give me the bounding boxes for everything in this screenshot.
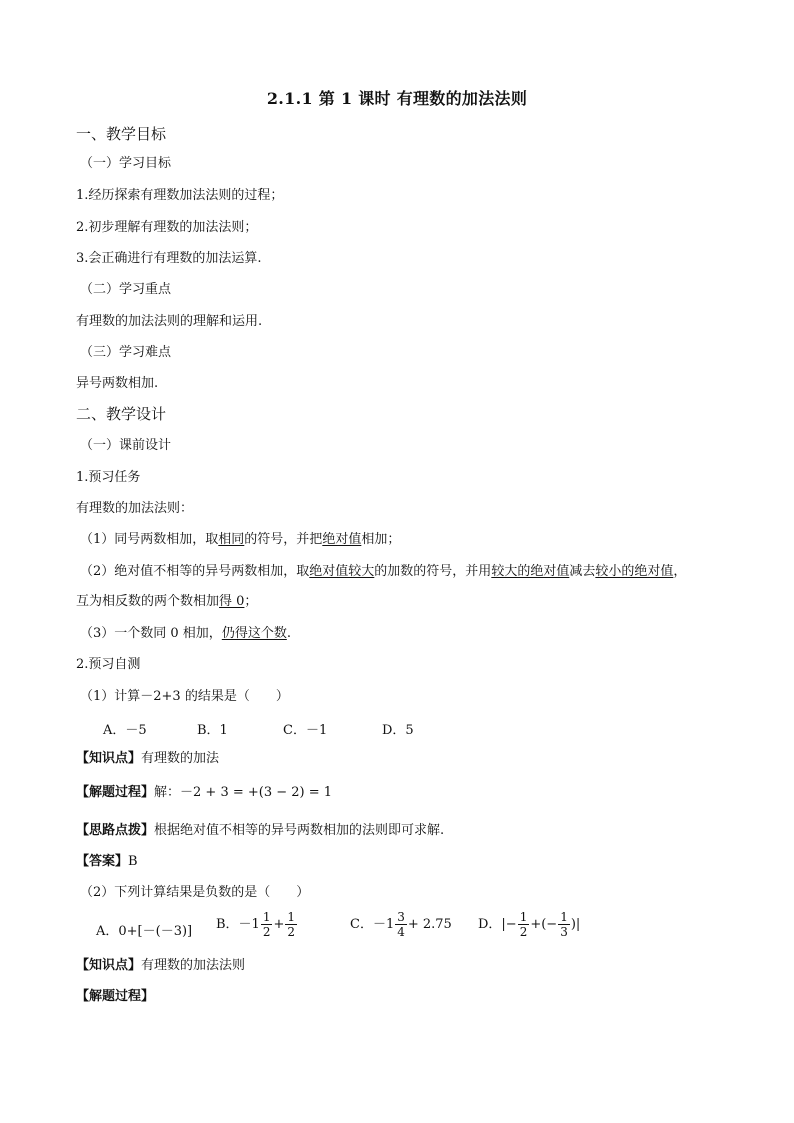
- page-title: 2.1.1 第 1 课时 有理数的加法法则: [266, 89, 528, 108]
- subheading-pre-class: （一）课前设计: [80, 438, 172, 453]
- goal-item-3: 3.会正确进行有理数的加法运算.: [76, 251, 262, 266]
- fraction: $\frac{1}{2}$: [519, 910, 528, 939]
- section-heading-objectives: 一、教学目标: [76, 125, 167, 143]
- q1-answer: 【答案】B: [76, 854, 138, 869]
- rule-2-continued: 互为相反数的两个数相加得 0；: [76, 594, 258, 609]
- self-test-heading: 2.预习自测: [76, 657, 141, 672]
- preview-task-heading: 1.预习任务: [76, 470, 141, 485]
- rule-1: （1）同号两数相加，取相同的符号，并把绝对值相加；: [80, 532, 401, 547]
- choice-c: C．－1 $\frac{3}{4}$ + 2.75: [350, 910, 452, 939]
- subheading-key-points: （二）学习重点: [80, 282, 172, 297]
- rule-2: （2）绝对值不相等的异号两数相加，取绝对值较大的加数的符号，并用较大的绝对值减去较小的绝对值，: [80, 564, 687, 579]
- choice-d: D．|− $\frac{1}{2}$ +(− $\frac{1}{3}$ )|: [478, 910, 581, 939]
- blank-answer: 绝对值较大: [309, 564, 375, 579]
- fraction: $\frac{1}{3}$: [560, 910, 568, 939]
- q1-hint: 【思路点拨】根据绝对值不相等的异号两数相加的法则即可求解.: [76, 823, 445, 838]
- choice-a: A．－5: [103, 723, 147, 738]
- rule-3: （3）一个数同 0 相加，仍得这个数.: [80, 626, 291, 641]
- blank-answer: 较小的绝对值: [595, 564, 674, 579]
- blank-answer: 绝对值: [322, 532, 362, 547]
- blank-answer: 得 0: [219, 594, 245, 609]
- q1-solution-process: 【解题过程】解：－2 + 3 = +(3 − 2) = 1: [76, 785, 333, 800]
- choice-b: B．－1 $\frac{1}{2}$ + $\frac{1}{2}$: [216, 910, 296, 939]
- blank-answer: 仍得这个数: [221, 626, 287, 641]
- fraction: $\frac{1}{2}$: [287, 910, 296, 939]
- question-2-stem: （2）下列计算结果是负数的是（ ）: [80, 885, 310, 900]
- question-1-stem: （1）计算－2+3 的结果是（ ）: [80, 689, 289, 704]
- fraction: $\frac{1}{2}$: [262, 910, 271, 939]
- subheading-learning-goals: （一）学习目标: [80, 156, 172, 171]
- fraction: $\frac{3}{4}$: [397, 910, 405, 939]
- choice-a: A．0+[－(－3)]: [96, 924, 193, 939]
- section-heading-design: 二、教学设计: [76, 405, 167, 423]
- q2-solution-process: 【解题过程】: [76, 989, 155, 1004]
- choice-d: D．5: [382, 723, 414, 738]
- subheading-difficulties: （三）学习难点: [80, 345, 172, 360]
- goal-item-2: 2.初步理解有理数的加法法则；: [76, 220, 258, 235]
- rules-intro: 有理数的加法法则：: [76, 501, 194, 516]
- key-point-text: 有理数的加法法则的理解和运用.: [76, 314, 263, 329]
- choice-b: B．1: [197, 723, 228, 738]
- blank-answer: 较大的绝对值: [491, 564, 570, 579]
- difficulty-text: 异号两数相加.: [76, 376, 159, 391]
- q1-knowledge-point: 【知识点】有理数的加法: [76, 751, 220, 766]
- q2-knowledge-point: 【知识点】有理数的加法法则: [76, 958, 246, 973]
- goal-item-1: 1.经历探索有理数加法法则的过程；: [76, 188, 284, 203]
- blank-answer: 相同: [218, 532, 245, 547]
- choice-c: C．－1: [283, 723, 328, 738]
